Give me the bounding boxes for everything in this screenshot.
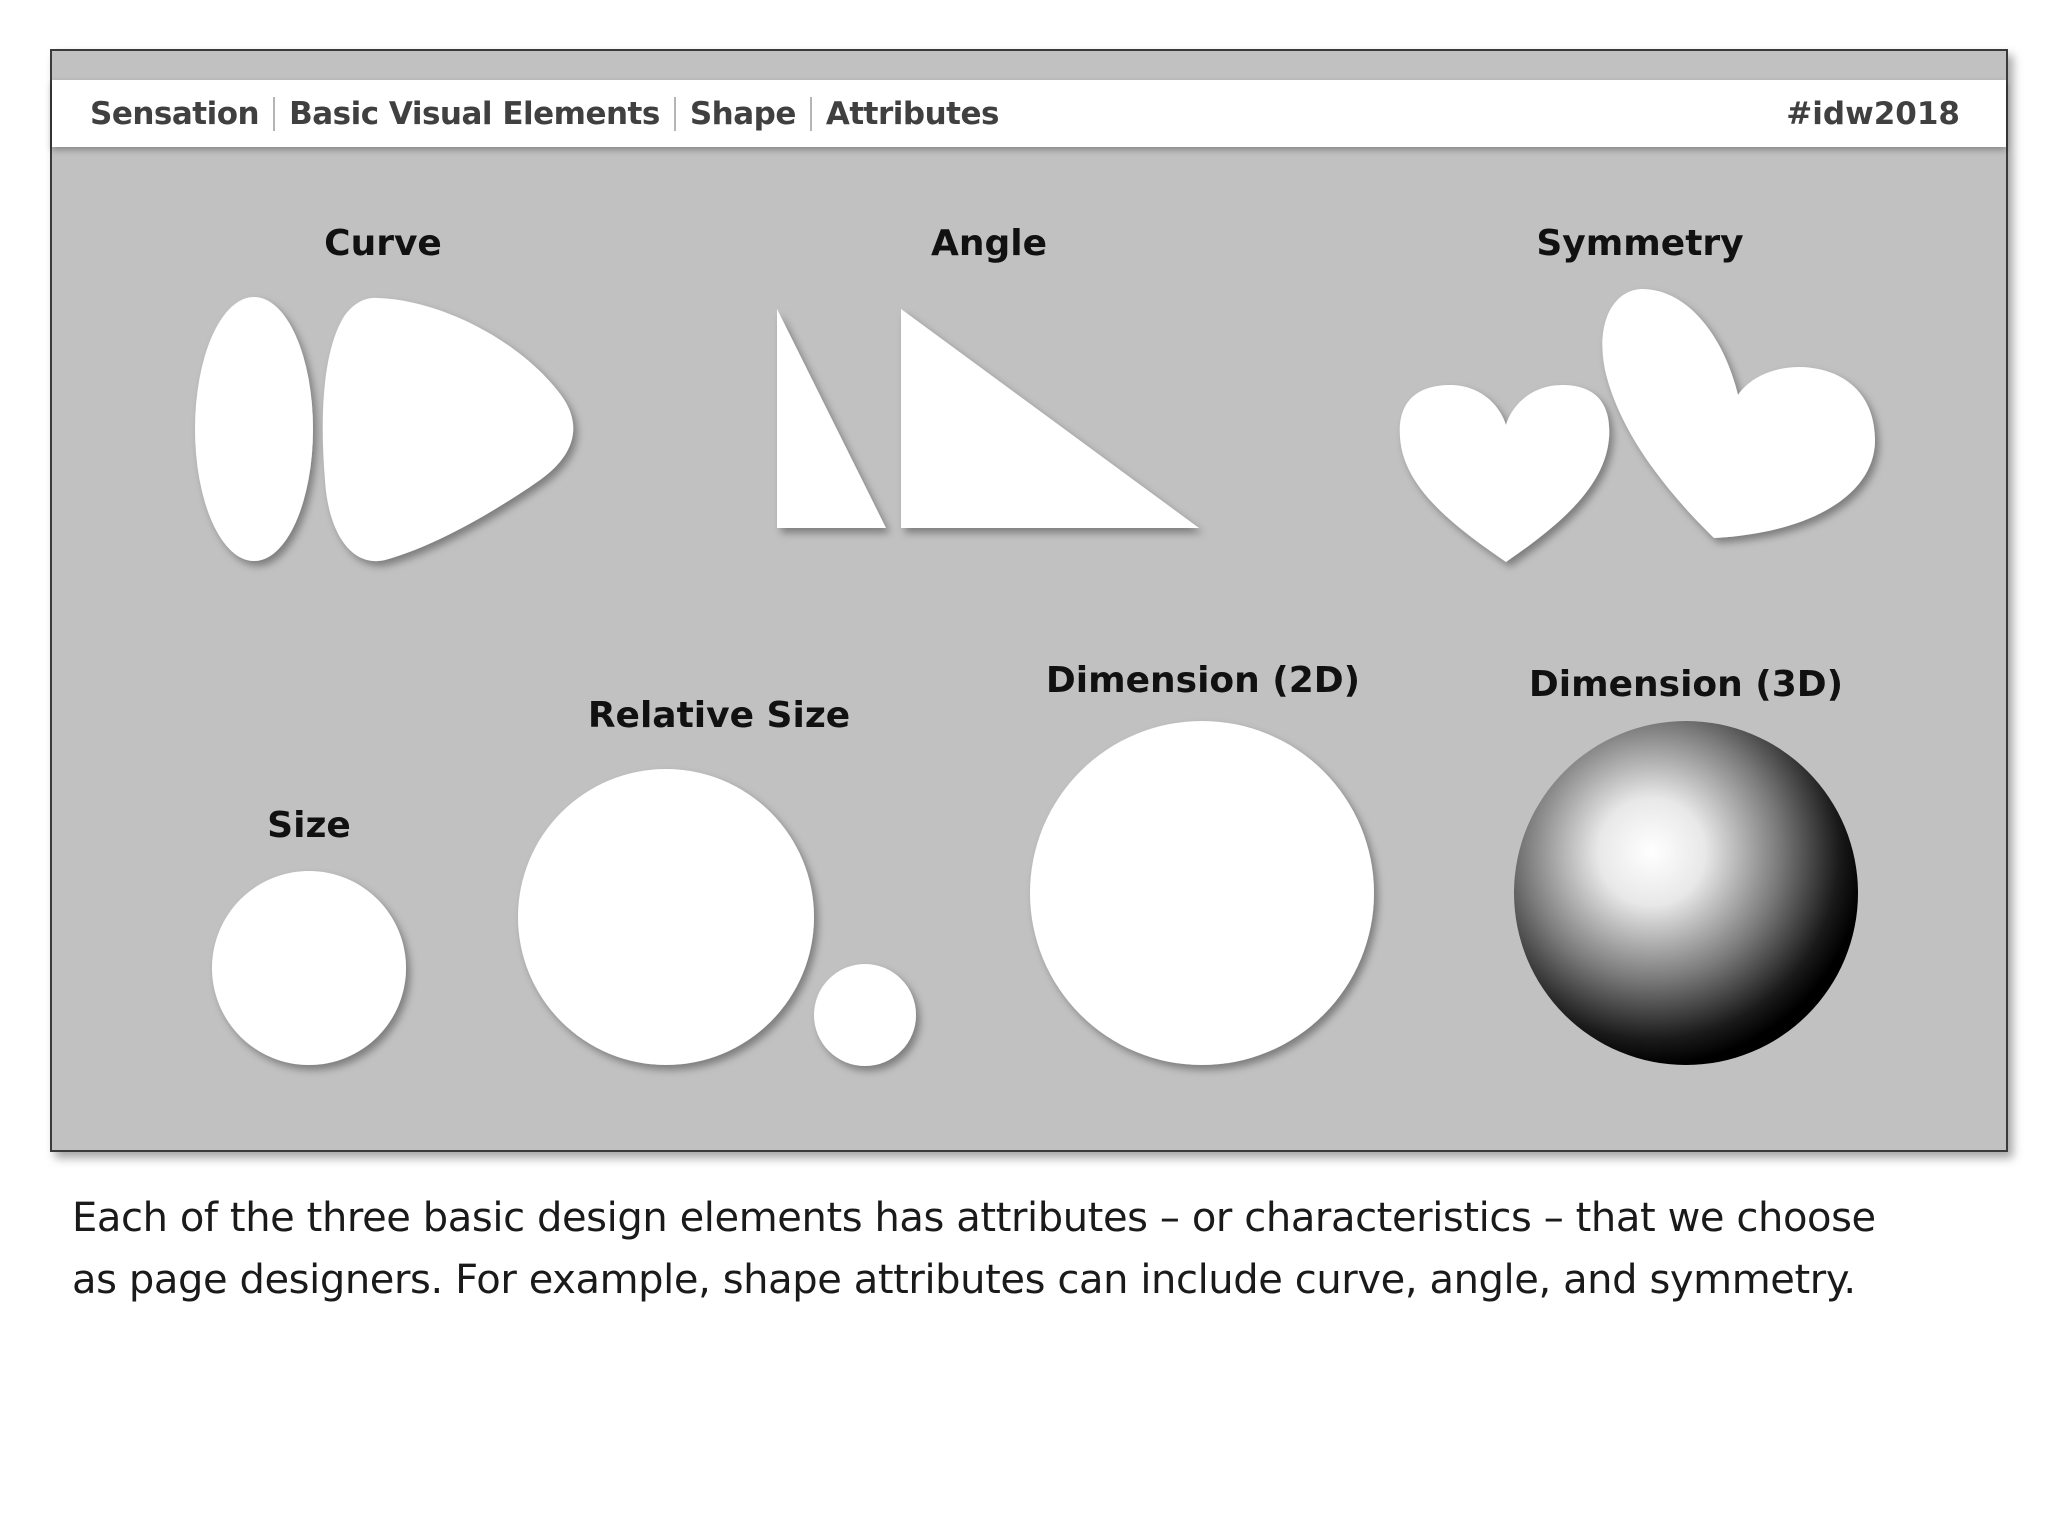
curve-rounded-triangle: [323, 298, 573, 561]
dimension-3d-sphere: [1514, 721, 1858, 1065]
label-dimension-3d: Dimension (3D): [1528, 664, 1844, 705]
size-circle: [212, 871, 406, 1065]
angle-wide-triangle: [901, 309, 1199, 528]
label-symmetry: Symmetry: [1536, 223, 1744, 264]
breadcrumb-item-attributes: Attributes: [825, 95, 999, 132]
relative-size-small-circle: [814, 964, 916, 1066]
caption-line-1: Each of the three basic design elements has attributes – or characteristics – that we choose: [72, 1195, 1876, 1241]
symmetric-heart: [1400, 385, 1609, 562]
hashtag: #idw2018: [1786, 95, 1960, 132]
label-angle: Angle: [930, 223, 1048, 264]
angle-narrow-triangle: [777, 309, 886, 528]
label-relative-size: Relative Size: [587, 695, 851, 736]
relative-size-large-circle: [518, 769, 814, 1065]
caption-line-2: as page designers. For example, shape attributes can include curve, angle, and symmetry.: [72, 1257, 1856, 1303]
label-size: Size: [267, 805, 351, 846]
caption: [72, 1187, 2012, 1311]
dimension-2d-circle: [1030, 721, 1374, 1065]
breadcrumb-item-basic-visual-elements: Basic Visual Elements: [289, 95, 660, 132]
label-curve: Curve: [324, 223, 442, 264]
breadcrumb-item-sensation: Sensation: [90, 95, 260, 132]
curve-ellipse: [195, 297, 313, 561]
asymmetric-heart: [1602, 289, 1875, 538]
breadcrumb-item-shape: Shape: [689, 95, 796, 132]
label-dimension-2d: Dimension (2D): [1045, 660, 1361, 701]
